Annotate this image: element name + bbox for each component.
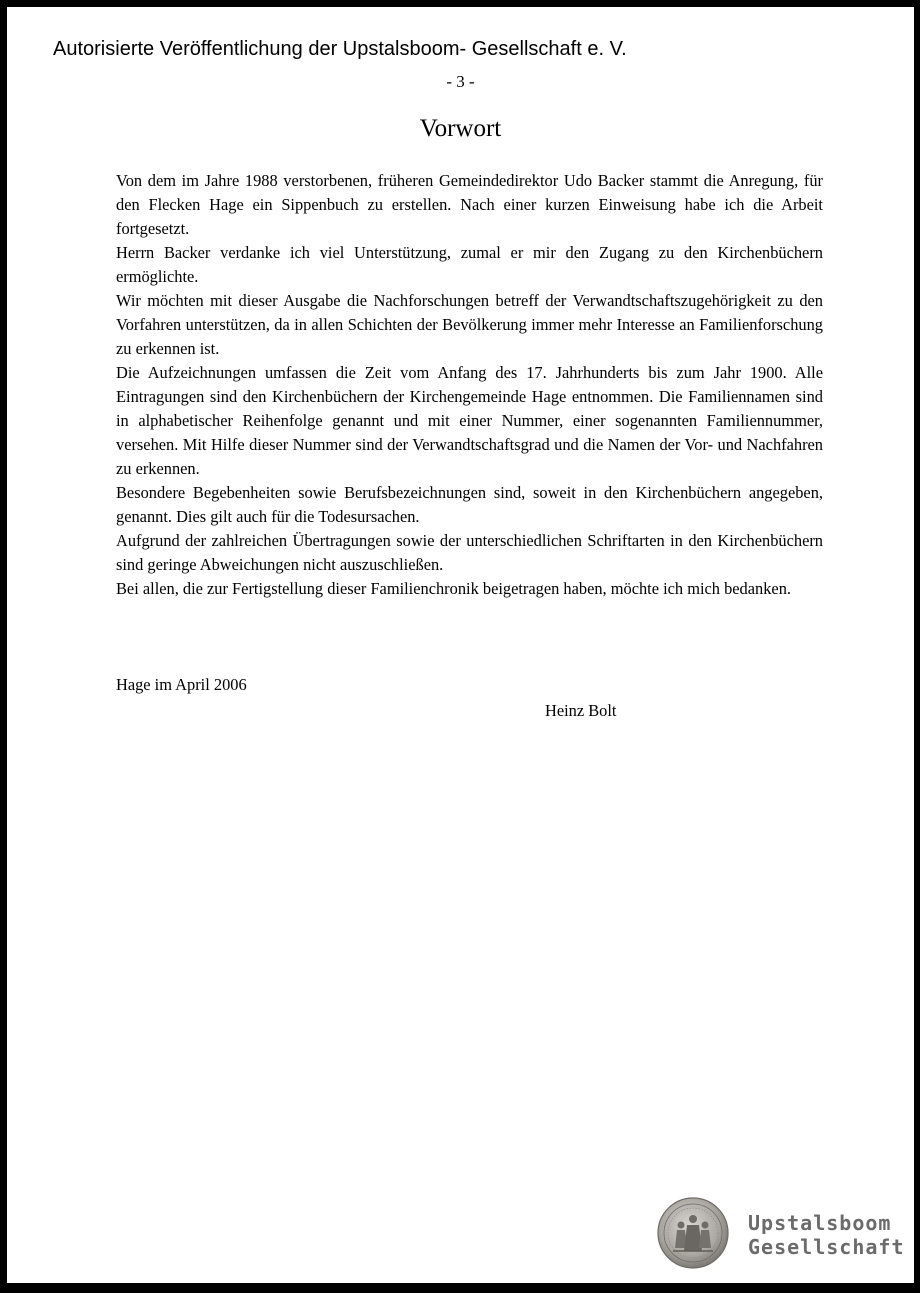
paragraph: Von dem im Jahre 1988 verstorbenen, früheren Gemeindedirektor Udo Backer stammt die Anregung, für den Flecken Hage ein Sippenbuch zu erstellen. Nach einer kurzen Einweisung habe ich die Arbeit fortgesetzt. bbox=[116, 171, 823, 238]
paragraph: Besondere Begebenheiten sowie Berufsbezeichnungen sind, soweit in den Kirchenbüchern angegeben, genannt. Dies gilt auch für die Todesursachen. bbox=[116, 483, 823, 526]
page-title: Vorwort bbox=[419, 115, 502, 142]
foreword-body bbox=[116, 169, 823, 601]
paragraph: Bei allen, die zur Fertigstellung dieser Familienchronik beigetragen haben, möchte ich mich bedanken. bbox=[116, 579, 791, 598]
paragraph: Wir möchten mit dieser Ausgabe die Nachforschungen betreff der Verwandtschaftszugehörigkeit zu den Vorfahren unterstützen, da in allen Schichten der Bevölkerung immer mehr Interesse an Familienforschung zu erkennen ist. bbox=[116, 291, 823, 358]
paragraph: Die Aufzeichnungen umfassen die Zeit vom Anfang des 17. Jahrhunderts bis zum Jahr 1900. Alle Eintragungen sind den Kirchenbüchern der Kirchengemeinde Hage entnommen. Die Familiennamen sind in alphabetischer Reihenfolge genannt und mit einer Nummer, einer sogenannten Familiennummer, versehen. Mit Hilfe dieser Nummer sind der Verwandtschaftsgrad und die Namen der Vor- und Nachfahren zu erkennen. bbox=[116, 363, 823, 478]
wordmark-line-1: Upstalsboom bbox=[748, 1211, 892, 1235]
author-signature: Heinz Bolt bbox=[545, 701, 617, 720]
paragraph: Herrn Backer verdanke ich viel Unterstützung, zumal er mir den Zugang zu den Kirchenbüchern ermöglichte. bbox=[116, 243, 823, 286]
society-wordmark bbox=[748, 1211, 905, 1259]
publication-header: Autorisierte Veröffentlichung der Upstalsboom- Gesellschaft e. V. bbox=[53, 38, 627, 60]
place-date: Hage im April 2006 bbox=[116, 675, 247, 694]
paragraph: Aufgrund der zahlreichen Übertragungen sowie der unterschiedlichen Schriftarten in den Kirchenbüchern sind geringe Abweichungen nicht auszuschließen. bbox=[116, 531, 823, 574]
page-number: - 3 - bbox=[446, 72, 475, 91]
wordmark-line-2: Gesellschaft bbox=[748, 1235, 905, 1259]
society-seal-icon bbox=[657, 1197, 729, 1269]
